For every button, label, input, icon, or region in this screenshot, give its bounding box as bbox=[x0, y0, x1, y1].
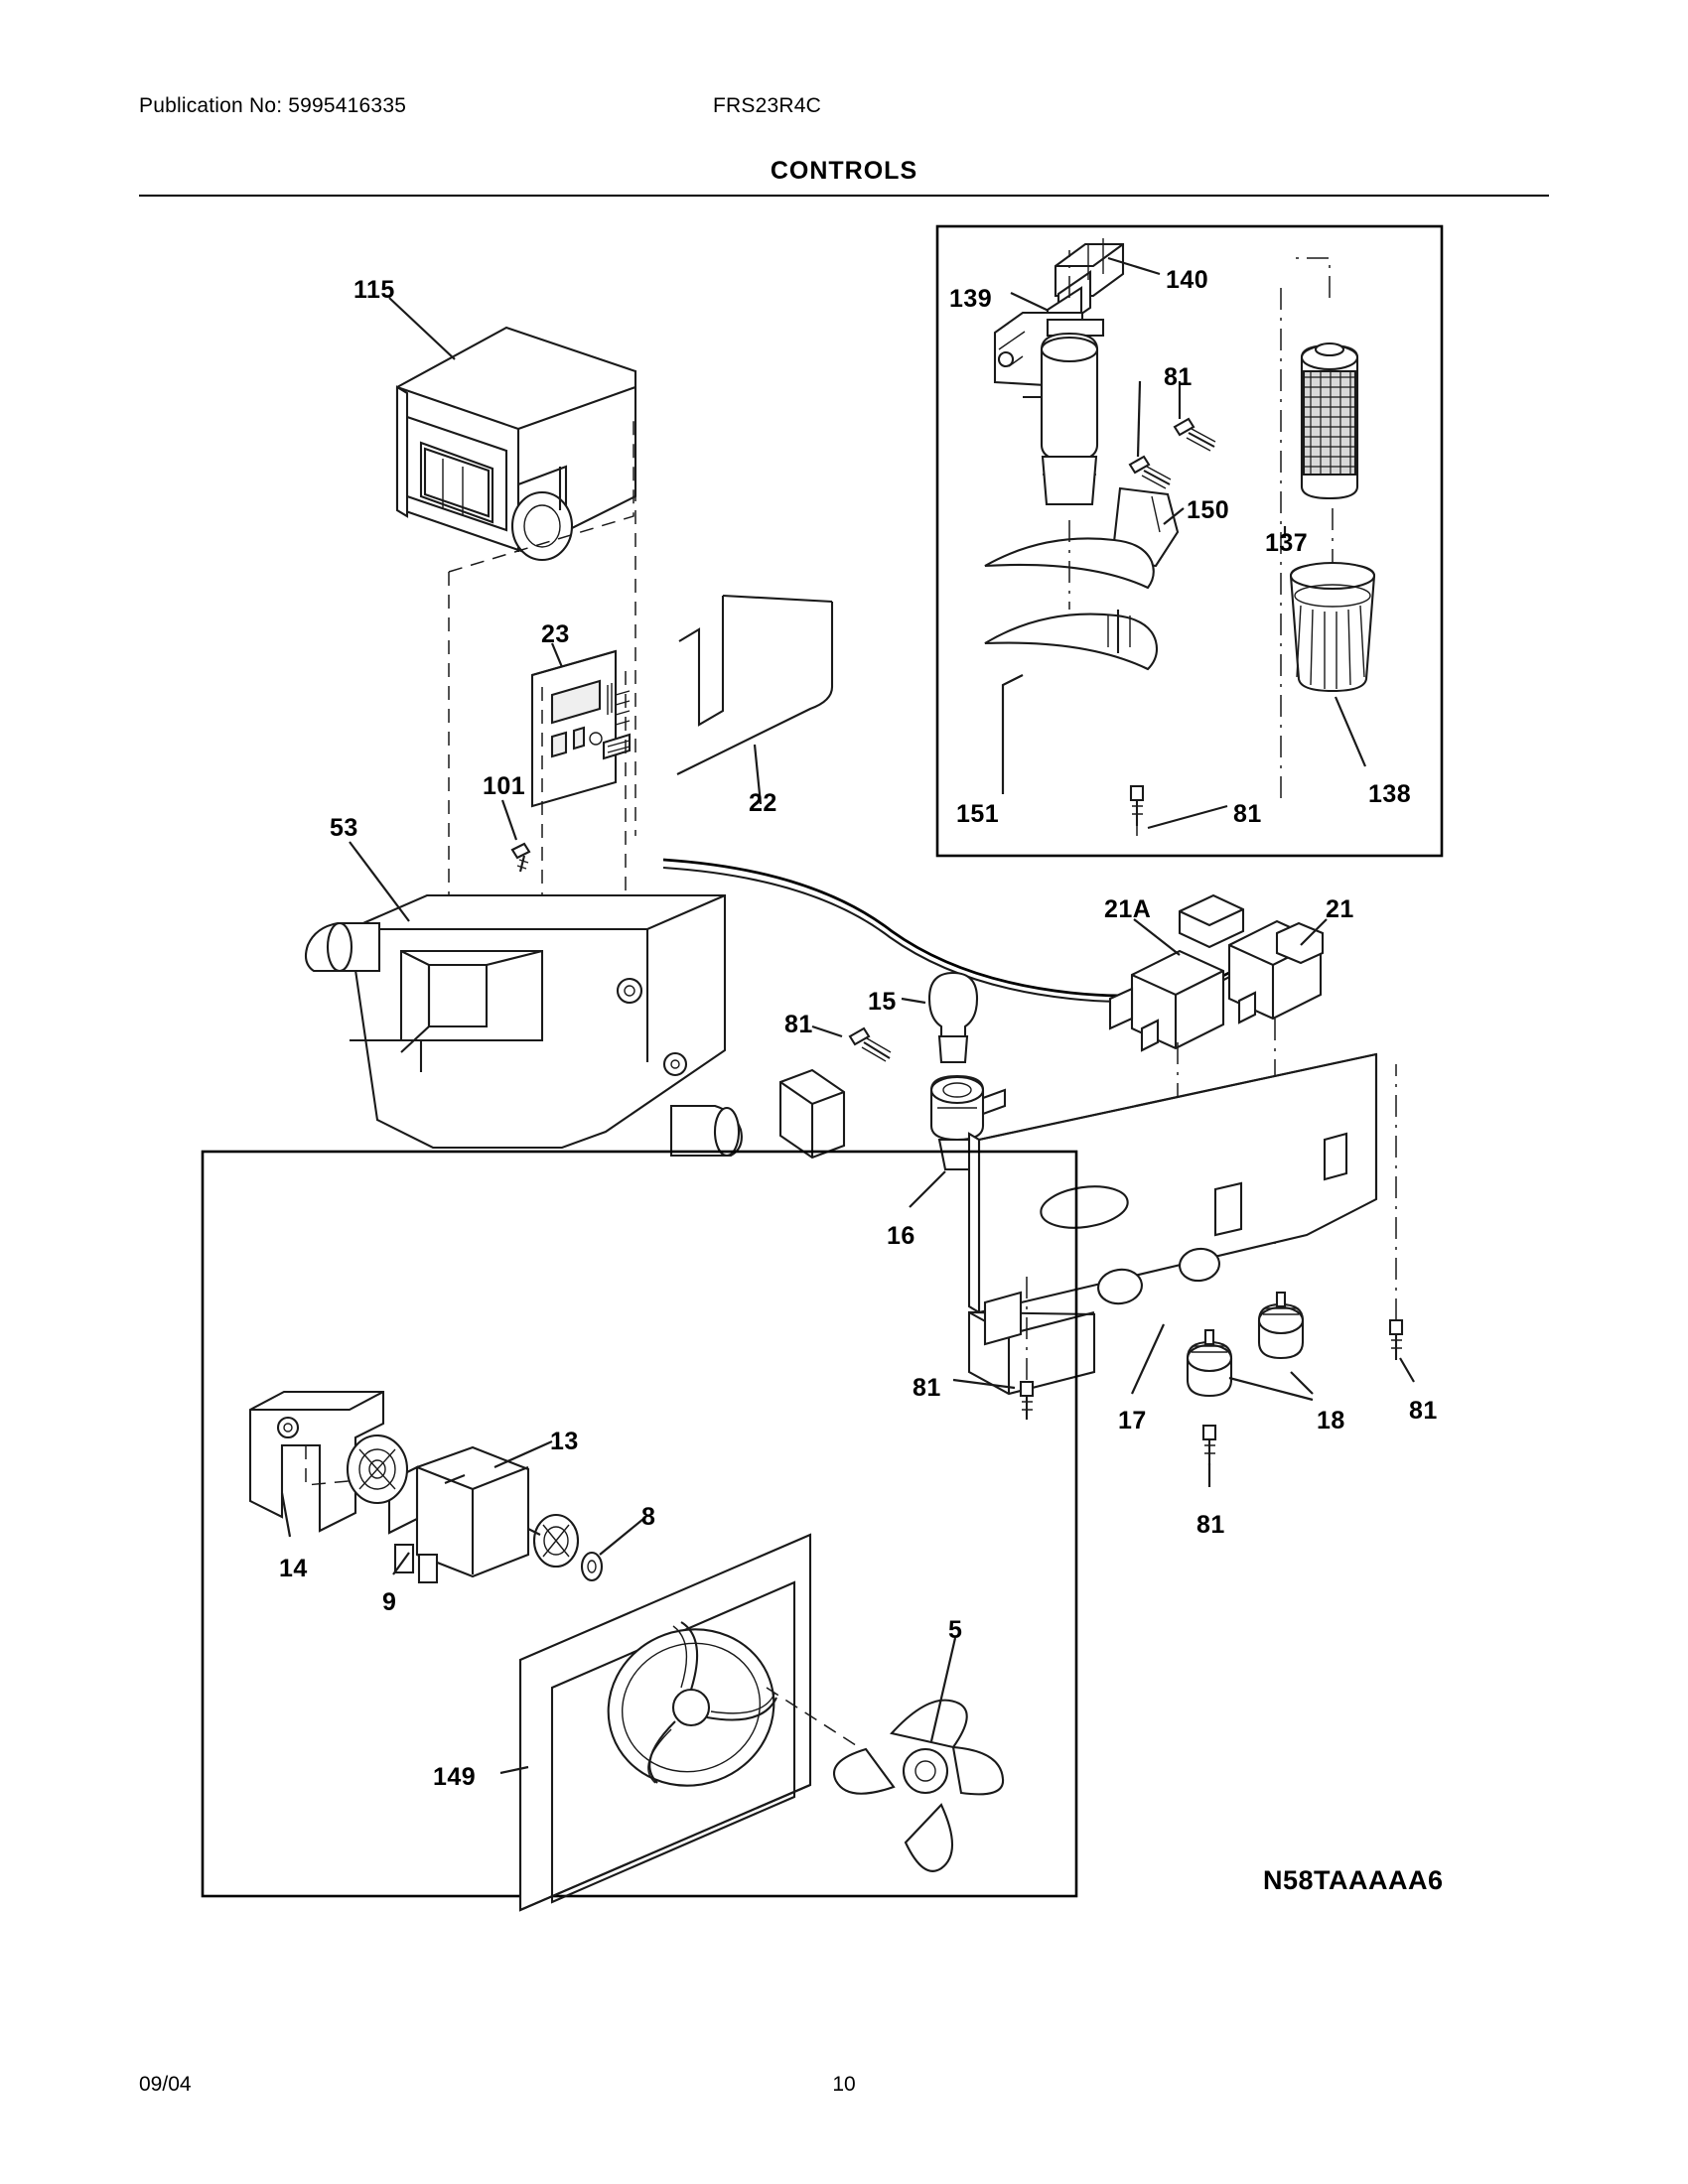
callout-18: 18 bbox=[1317, 1407, 1345, 1434]
callout-138: 138 bbox=[1368, 780, 1412, 808]
callout-81-c: 81 bbox=[784, 1011, 813, 1038]
diagram-code: N58TAAAAA6 bbox=[1263, 1865, 1444, 1895]
callout-14: 14 bbox=[279, 1555, 308, 1582]
callout-81-f: 81 bbox=[1196, 1511, 1225, 1539]
callout-21A: 21A bbox=[1104, 895, 1152, 923]
callout-8: 8 bbox=[641, 1503, 656, 1531]
part-137-cartridge bbox=[1302, 343, 1357, 498]
part-23-control-board bbox=[532, 651, 630, 806]
part-81-screw-f bbox=[1203, 1426, 1215, 1465]
part-81-screw-c bbox=[850, 1028, 891, 1061]
callout-16: 16 bbox=[887, 1222, 915, 1250]
callout-149: 149 bbox=[433, 1763, 477, 1791]
part-81-screw-e bbox=[1390, 1320, 1402, 1360]
callout-101: 101 bbox=[483, 772, 526, 800]
part-14-bracket bbox=[250, 1392, 383, 1531]
part-81-screw-a bbox=[1130, 419, 1215, 488]
callout-150: 150 bbox=[1187, 496, 1230, 524]
part-81-screw-d bbox=[1021, 1382, 1033, 1420]
model-number: FRS23R4C bbox=[713, 94, 821, 117]
callout-5: 5 bbox=[948, 1616, 963, 1644]
callout-17: 17 bbox=[1118, 1407, 1147, 1434]
page-number: 10 bbox=[832, 2073, 856, 2096]
callout-137: 137 bbox=[1265, 529, 1309, 557]
part-15-lamp bbox=[929, 973, 977, 1062]
callout-81-d: 81 bbox=[913, 1374, 941, 1402]
part-101-screw bbox=[512, 844, 529, 872]
part-140-fitting bbox=[1048, 238, 1123, 336]
part-149-fan-housing bbox=[520, 1535, 810, 1910]
part-81-screw-b bbox=[1131, 786, 1143, 826]
part-139-filter-housing bbox=[995, 313, 1103, 504]
part-18-knobs bbox=[1188, 1293, 1303, 1396]
callout-140: 140 bbox=[1166, 266, 1209, 294]
part-17-control-housing bbox=[969, 1054, 1376, 1394]
callout-81-e: 81 bbox=[1409, 1397, 1438, 1425]
callout-139: 139 bbox=[949, 285, 993, 313]
part-21-switch bbox=[1229, 921, 1323, 1023]
part-22-fill-tube bbox=[677, 596, 832, 774]
header-divider bbox=[139, 195, 1549, 197]
callout-115: 115 bbox=[353, 276, 395, 304]
part-115-icemaker bbox=[397, 328, 635, 560]
callout-81-b: 81 bbox=[1233, 800, 1262, 828]
callout-22: 22 bbox=[749, 789, 777, 817]
callout-21: 21 bbox=[1326, 895, 1354, 923]
callout-13: 13 bbox=[550, 1428, 579, 1455]
part-16-lamp-socket bbox=[931, 1076, 1005, 1169]
part-8-washer bbox=[582, 1553, 602, 1580]
callout-53: 53 bbox=[330, 814, 358, 842]
publication-number: Publication No: 5995416335 bbox=[139, 94, 407, 117]
part-5-fan-blade bbox=[834, 1701, 1003, 1871]
callout-151: 151 bbox=[956, 800, 1000, 828]
part-151-base-trim bbox=[985, 538, 1157, 669]
callout-81-a: 81 bbox=[1164, 363, 1193, 391]
callout-23: 23 bbox=[541, 620, 570, 648]
callout-9: 9 bbox=[382, 1588, 397, 1616]
revision-date: 09/04 bbox=[139, 2073, 192, 2096]
callout-15: 15 bbox=[868, 988, 897, 1016]
part-150-cover bbox=[1112, 488, 1178, 566]
part-13-motor bbox=[348, 1435, 578, 1582]
part-138-cup bbox=[1291, 563, 1374, 691]
part-53-shroud bbox=[306, 895, 844, 1158]
page-title: CONTROLS bbox=[770, 157, 918, 185]
